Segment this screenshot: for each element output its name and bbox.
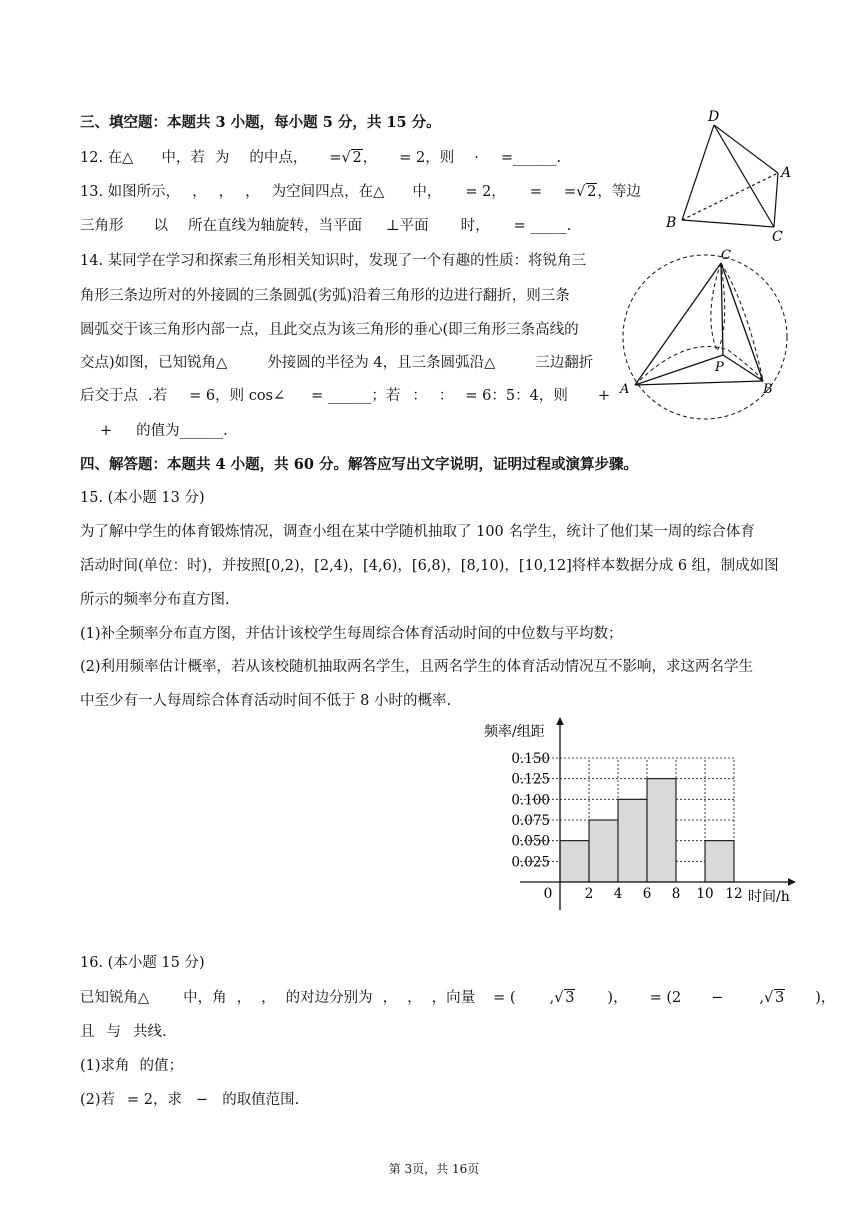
vertex-C-label: C (721, 248, 731, 263)
q14-line-2: 角形三条边所对的外接圆的三条圆弧(劣弧)沿着三角形的边进行翻折，则三条 (80, 288, 570, 304)
edge-DC (714, 125, 774, 227)
edge-DB (682, 125, 714, 220)
histogram-bar-0-2 (560, 841, 589, 882)
q16-line-2: 且 与 共线. (80, 1024, 167, 1040)
q15-sub-2b: 中至少有一人每周综合体育活动时间不低于 8 小时的概率. (80, 693, 452, 709)
y-tick-label: 0.025 (511, 854, 550, 871)
vertex-B-label: B (763, 382, 773, 397)
y-tick-label: 0.050 (511, 833, 550, 850)
y-tick-label: 0.100 (511, 792, 550, 809)
x-tick-label: 12 (725, 886, 743, 902)
vertex-A-label: A (620, 382, 630, 397)
q16-sub-1: (1)求角 的值； (80, 1058, 184, 1074)
q14-line-5: 后交于点 .若 = 6，则 cos∠ = ______；若 ： ： = 6：5：4，则 + (80, 388, 611, 404)
q15-para-3: 所示的频率分布直方图. (80, 592, 230, 608)
edge-DA (714, 125, 778, 173)
y-tick-label: 0.125 (511, 771, 550, 788)
tetrahedron-figure (660, 105, 800, 245)
edge-BA-hidden (682, 173, 778, 220)
histogram-bar-10-12 (705, 841, 734, 882)
x-tick-label: 10 (696, 886, 714, 902)
x-axis-title: 时间/h (748, 889, 790, 905)
side-AB (635, 381, 763, 385)
segment-BP (723, 355, 763, 381)
x-tick-label: 2 (584, 886, 594, 902)
q15-sub-2a: (2)利用频率估计概率，若从该校随机抽取两名学生，且两名学生的体育活动情况互不影响，求这两名学生 (80, 659, 754, 675)
q15-para-1: 为了解中学生的体育锻炼情况，调查小组在某中学随机抽取了 100 名学生，统计了他们某一周的综合体育 (80, 524, 755, 540)
section4-heading: 四、解答题：本题共 4 小题，共 60 分。解答应写出文字说明，证明过程或演算步骤。 (80, 456, 638, 473)
point-P-label: P (715, 360, 724, 375)
segment-AP (635, 355, 723, 385)
histogram-bar-4-6 (618, 799, 647, 882)
q15-para-2: 活动时间(单位：时)，并按照[0,2)，[2,4)，[4,6)，[6,8)，[8,10)，[10,12]将样本数据分成 6 组，制成如图 (80, 558, 779, 574)
edge-AC (774, 173, 778, 227)
q13-line-1: 13. 如图所示， ， ， ， 为空间四点，在△ 中， = 2， = =√ 2，等边 (80, 182, 641, 202)
q14-line-4: 交点)如图，已知锐角△ 外接圆的半径为 4，且三条圆弧沿△ 三边翻折 (80, 355, 594, 371)
q16-head: 16. (本小题 15 分) (80, 955, 205, 971)
vertex-A-label: A (781, 165, 792, 181)
x-tick-label: 8 (671, 886, 681, 902)
q14-line-3: 圆弧交于该三角形内部一点，且此交点为该三角形的垂心(即三角形三条高线的 (80, 322, 579, 338)
side-CA (635, 263, 721, 385)
q15-sub-1: (1)补全频率分布直方图，并估计该校学生每周综合体育活动时间的中位数与平均数； (80, 626, 623, 642)
section3-heading: 三、填空题：本题共 3 小题，每小题 5 分，共 15 分。 (80, 114, 441, 131)
circumcircle-fold-figure (615, 245, 795, 425)
q13-line-2: 三角形 以 所在直线为轴旋转，当平面 ⊥平面 时， = _____. (80, 218, 572, 234)
q14-line-1: 14. 某同学在学习和探索三角形相关知识时，发现了一个有趣的性质：将锐角三 (80, 253, 587, 269)
q14-line-6: + 的值为______. (100, 423, 228, 439)
q16-sub-2: (2)若 = 2，求 − 的取值范围. (80, 1092, 300, 1108)
vertex-C-label: C (772, 229, 783, 245)
vertex-B-label: B (666, 215, 677, 231)
folded-arc-AB (635, 347, 763, 385)
histogram-bar-2-4 (589, 820, 618, 882)
origin-label: 0 (543, 886, 553, 902)
y-tick-label: 0.150 (511, 751, 550, 767)
histogram-bar-6-8 (647, 779, 676, 882)
page-footer: 第 3页，共 16页 (388, 1162, 480, 1176)
y-tick-label: 0.075 (511, 813, 550, 829)
x-tick-label: 6 (642, 886, 652, 902)
x-tick-label: 4 (613, 886, 623, 902)
q12-line: 12. 在△ 中，若 为 的中点， =√ 2， = 2，则 · =______. (80, 148, 561, 168)
y-axis-title: 频率/组距 (484, 724, 545, 740)
vertex-D-label: D (708, 109, 720, 125)
q15-head: 15. (本小题 13 分) (80, 490, 205, 506)
side-CB (721, 263, 763, 381)
frequency-histogram (460, 712, 810, 912)
edge-BC (682, 220, 774, 227)
q16-line-1: 已知锐角△ 中，角 ， ， 的对边分别为 ， ， ，向量 = ( ,√ 3 )， = (2 − ,√ 3 )， (80, 988, 835, 1008)
